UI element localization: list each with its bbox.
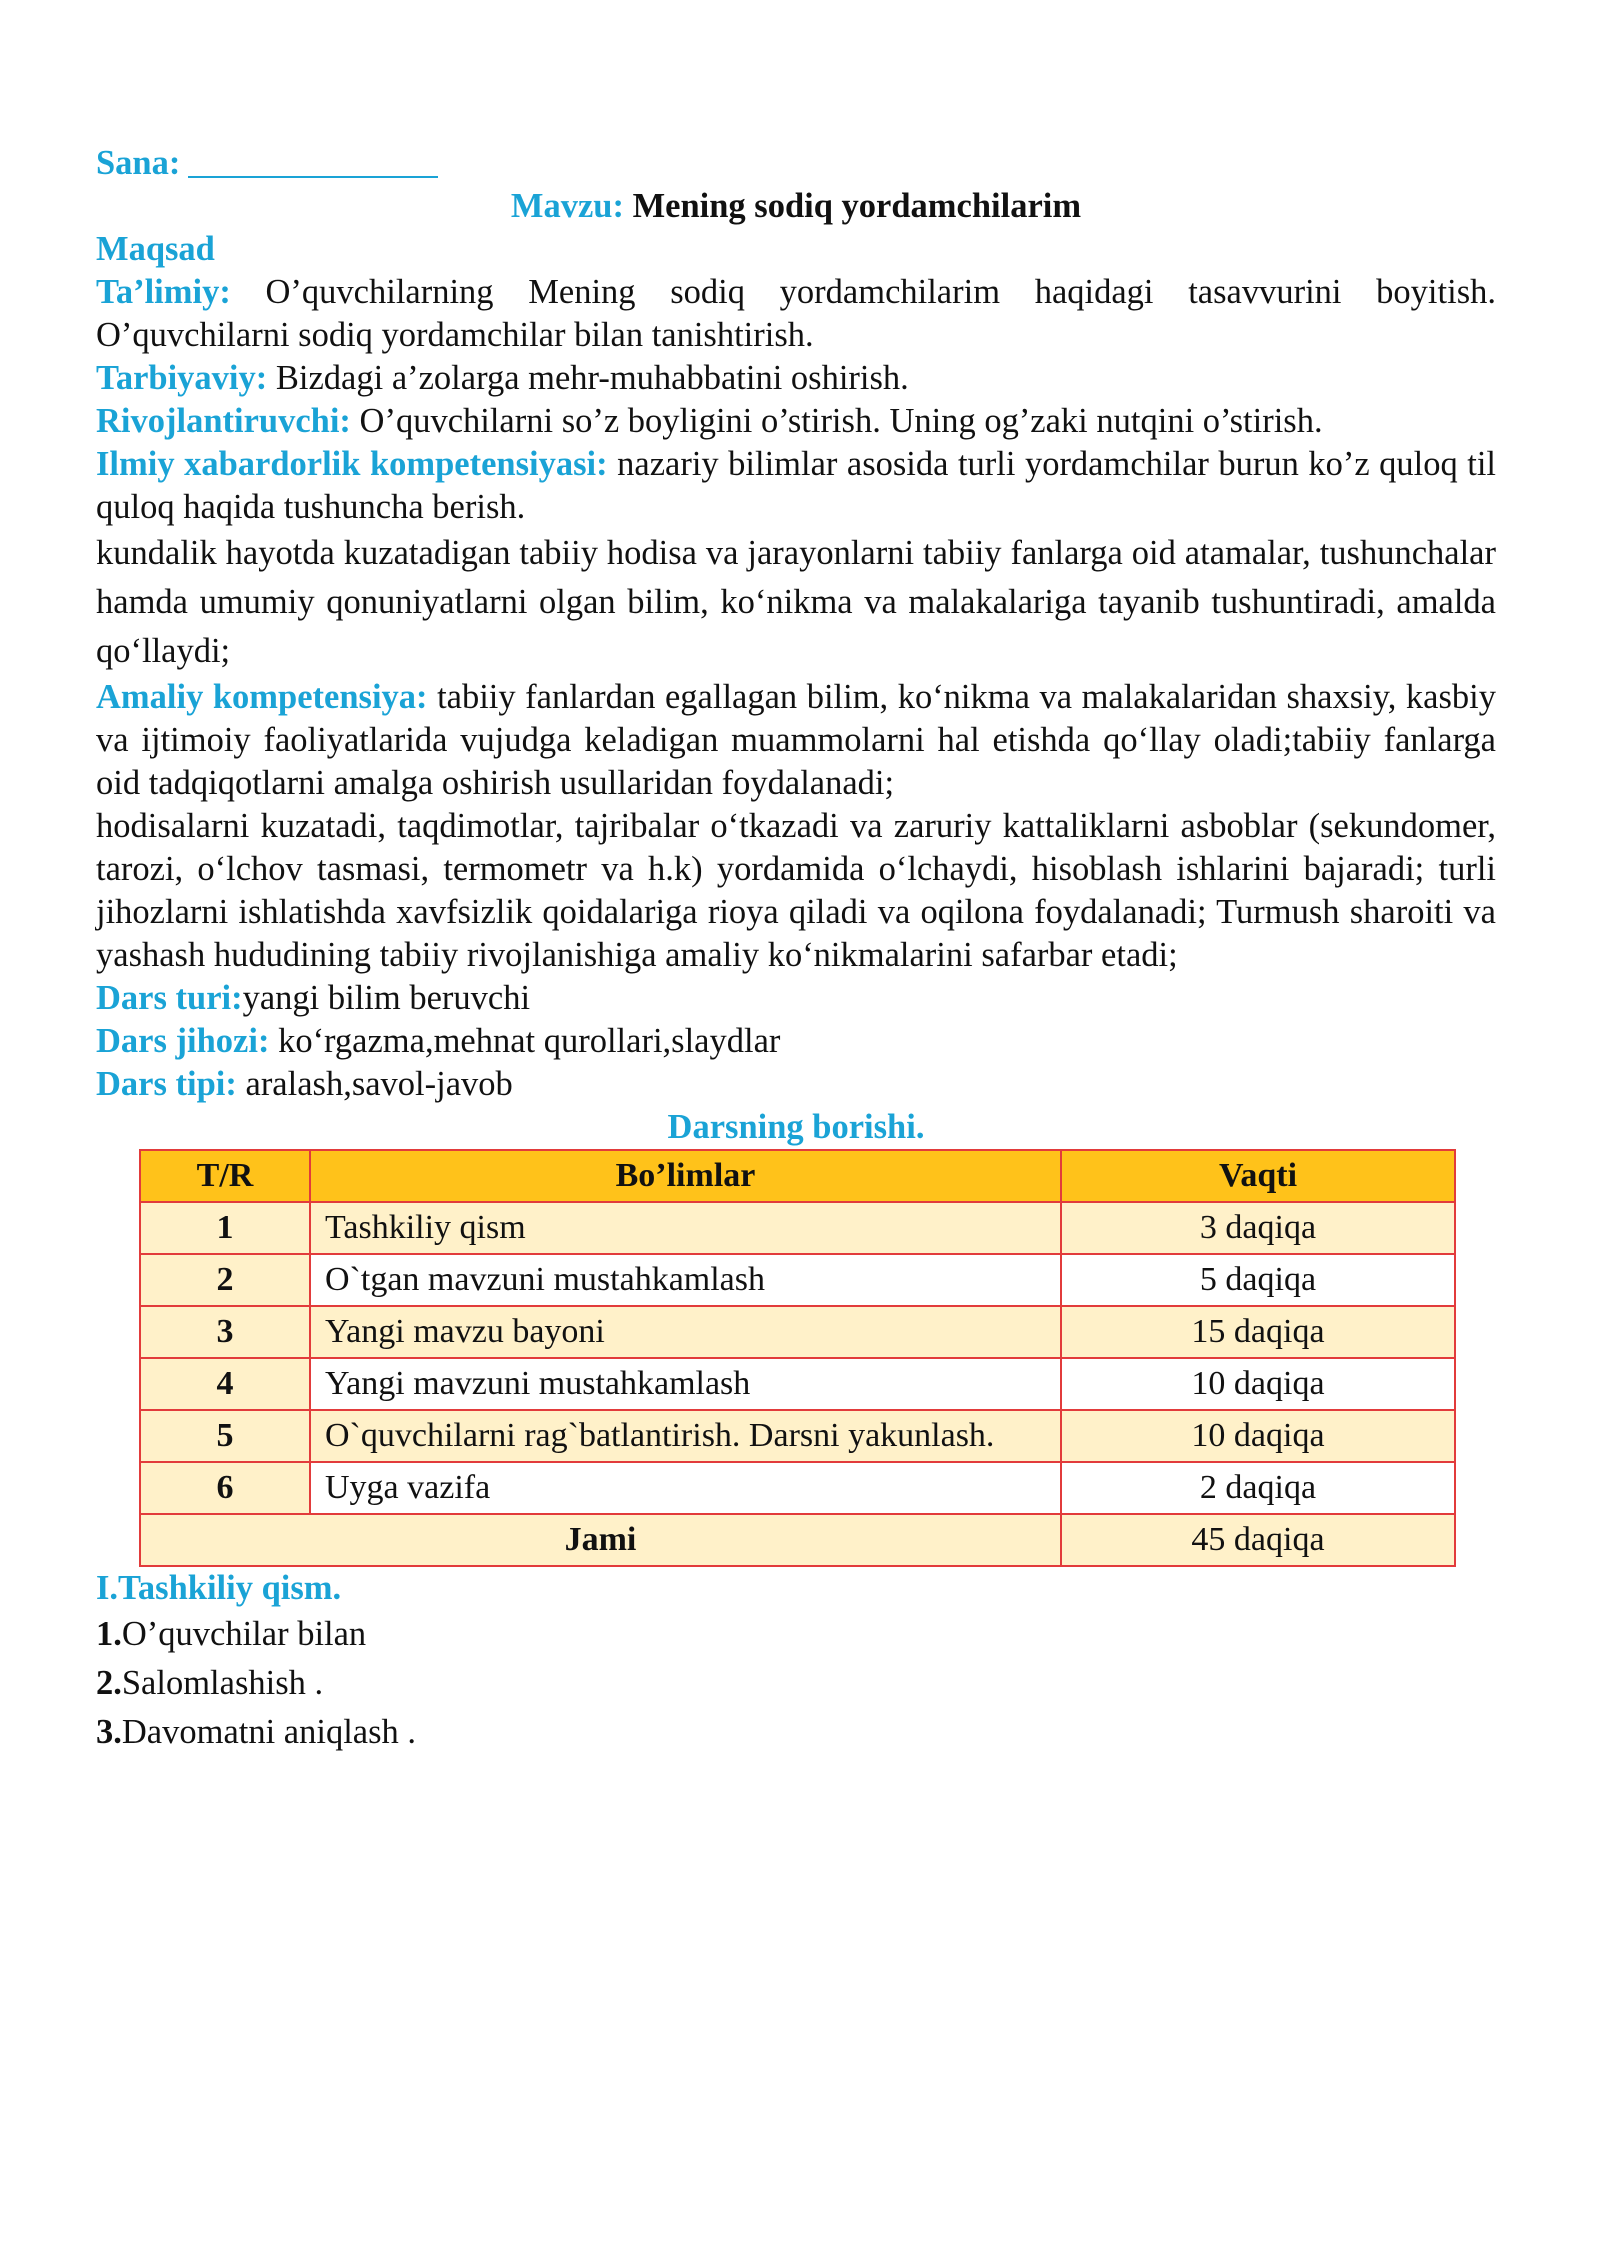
table-total-row [140, 1514, 1455, 1566]
header-cell-number: T/R [140, 1150, 310, 1202]
lesson-schedule-table [139, 1149, 1456, 1567]
educational-goal-text: O’quvchilarning Mening sodiq yordamchilarim haqidagi tasavvurini boyitish. O’quvchilarni sodiq yordamchilar bilan tanishtirish. [96, 273, 1496, 354]
row-time: 10 daqiqa [1061, 1358, 1455, 1410]
developmental-goal-text: O’quvchilarni so’z boyligini o’stirish. Uning og’zaki nutqini o’stirish. [359, 402, 1323, 440]
lesson-plan-document [96, 142, 1496, 1757]
row-number: 2 [140, 1254, 310, 1306]
table-row [140, 1202, 1455, 1254]
upbringing-goal-text: Bizdagi a’zolarga mehr-muhabbatini oshirish. [275, 359, 909, 397]
table-row [140, 1306, 1455, 1358]
daily-life-paragraph: kundalik hayotda kuzatadigan tabiiy hodisa va jarayonlarni tabiiy fanlarga oid atamalar, tushunchalar hamda umumiy qonuniyatlarni olgan bilim, koʻnikma va malakalariga tayanib tushuntiradi, amalda qoʻllaydi; [96, 534, 1496, 670]
table-row [140, 1358, 1455, 1410]
lesson-kind-label: Dars tipi: [96, 1065, 237, 1103]
list-item-text: Davomatni aniqlash . [121, 1713, 417, 1751]
observation-paragraph: hodisalarni kuzatadi, taqdimotlar, tajribalar oʻtkazadi va zaruriy kattaliklarni asboblar (sekundomer, tarozi, oʻlchov tasmasi, termometr va h.k) yordamida oʻlchaydi, hisoblash ishlarini bajaradi; turli jihozlarni ishlatishda xavfsizlik qoidalariga rioya qiladi va oqilona foydalanadi; Turmush sharoiti va yashash hududining tabiiy rivojlanishiga amaliy koʻnikmalarini safarbar etadi; [96, 807, 1496, 974]
table-row [140, 1254, 1455, 1306]
row-time: 15 daqiqa [1061, 1306, 1455, 1358]
row-section: Uyga vazifa [310, 1462, 1061, 1514]
practical-competence [96, 676, 1496, 805]
list-item [96, 1708, 1496, 1757]
table-row [140, 1462, 1455, 1514]
scientific-competence-text: nazariy bilimlar asosida turli yordamchilar burun ko’z quloq til quloq haqida tushuncha berish. [96, 445, 1497, 526]
list-item [96, 1610, 1496, 1659]
lesson-equipment [96, 1020, 1496, 1063]
lesson-kind-text: aralash,savol-javob [245, 1065, 513, 1103]
row-section: O`quvchilarni rag`batlantirish. Darsni yakunlash. [310, 1410, 1061, 1462]
lesson-kind [96, 1063, 1496, 1106]
header-cell-time: Vaqti [1061, 1150, 1455, 1202]
date-line [96, 142, 1496, 185]
row-time: 2 daqiqa [1061, 1462, 1455, 1514]
educational-goal-label: Ta’limiy: [96, 273, 231, 311]
upbringing-goal-label: Tarbiyaviy: [96, 359, 268, 397]
date-label: Sana: [96, 144, 181, 182]
topic-title: Mening sodiq yordamchilarim [632, 187, 1082, 225]
list-item-number: 2. [96, 1664, 122, 1702]
developmental-goal-label: Rivojlantiruvchi: [96, 402, 351, 440]
row-number: 3 [140, 1306, 310, 1358]
upbringing-goal [96, 357, 1496, 400]
lesson-type-label: Dars turi: [96, 979, 243, 1017]
date-blank-field [188, 146, 438, 178]
list-item [96, 1659, 1496, 1708]
header-cell-sections: Bo’limlar [310, 1150, 1061, 1202]
row-section: Yangi mavzu bayoni [310, 1306, 1061, 1358]
row-number: 6 [140, 1462, 310, 1514]
row-section: O`tgan mavzuni mustahkamlash [310, 1254, 1061, 1306]
lesson-equipment-label: Dars jihozi: [96, 1022, 270, 1060]
total-time: 45 daqiqa [1061, 1514, 1455, 1566]
row-number: 1 [140, 1202, 310, 1254]
scientific-competence-label: Ilmiy xabardorlik kompetensiyasi: [96, 445, 608, 483]
topic-label: Mavzu: [510, 187, 624, 225]
list-item-number: 1. [96, 1615, 122, 1653]
lesson-type-text: yangi bilim beruvchi [242, 979, 531, 1017]
row-section: Yangi mavzuni mustahkamlash [310, 1358, 1061, 1410]
row-section: Tashkiliy qism [310, 1202, 1061, 1254]
developmental-goal [96, 400, 1496, 443]
list-item-text: Salomlashish . [121, 1664, 324, 1702]
list-item-text: O’quvchilar bilan [121, 1615, 367, 1653]
organizational-part-heading: I.Tashkiliy qism. [96, 1569, 342, 1607]
total-label: Jami [140, 1514, 1061, 1566]
educational-goal [96, 271, 1496, 357]
goal-heading: Maqsad [96, 230, 215, 268]
table-header-row [140, 1150, 1455, 1202]
practical-competence-text: tabiiy fanlardan egallagan bilim, koʻnikma va malakalaridan shaxsiy, kasbiy va ijtimoiy faoliyatlarida vujudga keladigan muammolarni hal etishda qoʻllay oladi;tabiiy fanlarga oid tadqiqotlarni amalga oshirish usullaridan foydalanadi; [96, 678, 1496, 802]
topic-line [96, 185, 1496, 228]
row-time: 5 daqiqa [1061, 1254, 1455, 1306]
scientific-competence [96, 443, 1496, 529]
table-row [140, 1410, 1455, 1462]
lesson-equipment-text: koʻrgazma,mehnat qurollari,slaydlar [278, 1022, 781, 1060]
row-time: 10 daqiqa [1061, 1410, 1455, 1462]
lesson-progress-title: Darsning borishi. [667, 1108, 925, 1146]
list-item-number: 3. [96, 1713, 122, 1751]
lesson-type [96, 977, 1496, 1020]
row-number: 5 [140, 1410, 310, 1462]
row-time: 3 daqiqa [1061, 1202, 1455, 1254]
practical-competence-label: Amaliy kompetensiya: [96, 678, 428, 716]
row-number: 4 [140, 1358, 310, 1410]
